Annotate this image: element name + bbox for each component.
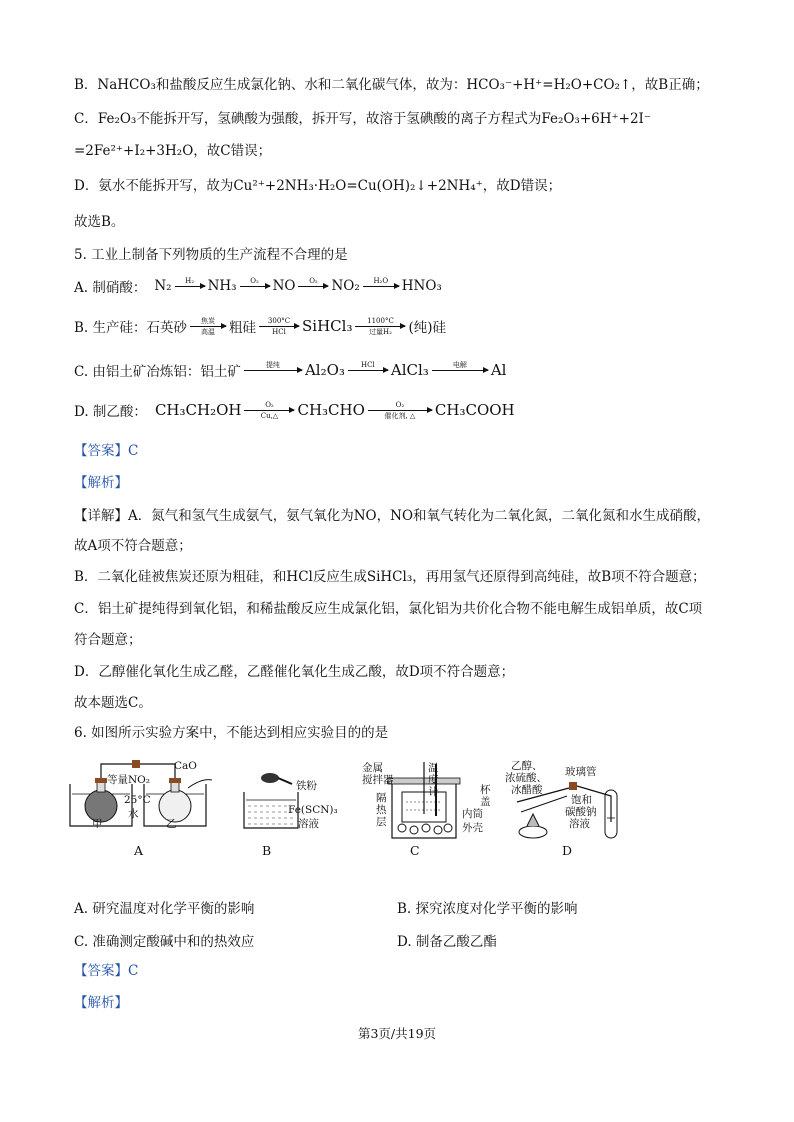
flow-species: AlCl₃ [390,361,429,379]
saturated-label-3: 溶液 [569,818,590,830]
saturated-label-2: 碳酸钠 [565,806,597,818]
figure-b [236,770,366,830]
flow-species: Al [490,361,507,379]
flow-species: HNO₃ [401,278,442,294]
explain-c-line2: =2Fe²⁺+I₂+3H₂O，故C错误； [74,143,272,159]
insulation-label-3: 层 [376,816,387,828]
reagent-label-1: 乙醇、 [511,760,543,772]
figure-c-label: C [410,843,420,858]
q6-option-c: C. 准确测定酸碱中和的热效应 [74,934,255,950]
q6-option-b: B. 探究浓度对化学平衡的影响 [397,901,578,917]
reaction-arrow: 电解 [432,361,488,380]
insulation-label-1: 隔 [376,792,387,804]
flask-yi-label: 乙 [166,818,177,830]
explain-d: D．氨水不能拆开写，故为Cu²⁺+2NH₃·H₂O=Cu(OH)₂↓+2NH₄⁺，故D错误； [74,178,562,194]
flow-species: NH₃ [207,278,237,294]
therm-label-3: 计 [428,786,439,798]
q5-answer: 【答案】C [74,443,139,459]
figure-d-label: D [562,843,573,858]
reaction-arrow: O₂ [240,277,270,296]
q5-detail-4: C．铝土矿提纯得到氧化铝，和稀盐酸反应生成氯化铝，氯化铝为共价化合物不能电解生成铝单质，故C项 [74,601,703,617]
reaction-arrow: H₂ [175,277,205,296]
q6-analysis-tag: 【解析】 [74,995,128,1011]
cao-label: CaO [174,760,197,772]
q5-analysis-tag: 【解析】 [74,475,128,491]
stirrer-label-2: 搅拌器 [362,774,394,786]
reaction-arrow: 300°C HCl [259,317,299,336]
q5-b-prefix: B. 生产硅：石英砂 [74,320,188,336]
reaction-arrow: O₂ [298,277,328,296]
q5-option-a [74,276,442,296]
flow-species: CH₃CH₂OH [154,401,242,419]
saturated-label-1: 饱和 [571,794,592,806]
reaction-arrow: 焦炭 高温 [190,317,226,336]
reaction-arrow: H₂O [363,277,399,296]
q5-a-prefix: A. 制硝酸： [74,280,147,296]
q5-stem: 5. 工业上制备下列物质的生产流程不合理的是 [74,247,348,263]
therm-label-2: 度 [428,774,439,786]
no2-label: 等量NO₂ [107,774,151,786]
figure-c [362,762,512,840]
flow-species: NO [272,278,296,294]
q5-option-c [74,360,506,380]
flask-jia-label: 甲 [92,818,103,830]
water-label: 水 [128,808,139,820]
reaction-arrow: 1100°C 过量H₂ [355,317,405,336]
q6-option-d: D. 制备乙酸乙酯 [397,934,497,950]
flow-species: (纯)硅 [408,320,447,336]
flow-species: SiHCl₃ [302,317,353,335]
solution-label: 溶液 [298,818,319,830]
q5-c-prefix: C. 由铝土矿冶炼铝：铝土矿 [74,364,241,380]
inner-label: 内筒 [462,808,483,820]
explain-conclusion: 故选B。 [74,214,125,230]
q5-detail-3: B．二氧化硅被焦炭还原为粗硅，和HCl反应生成SiHCl₃，再用氢气还原得到高纯硅，故B项不符合题意； [74,569,706,585]
lid-label-2: 盖 [480,796,491,808]
stirrer-label-1: 金属 [362,762,383,774]
temp-label: 25°C [124,794,151,806]
insulation-label-2: 热 [376,804,387,816]
outer-label: 外壳 [462,822,483,834]
lid-label-1: 杯 [480,784,491,796]
figure-d [505,760,645,840]
q6-stem: 6. 如图所示实验方案中，不能达到相应实验目的的是 [74,725,389,741]
solution-formula: Fe(SCN)₃ [288,804,338,816]
page-footer: 第3页/共19页 [357,1026,437,1041]
flow-species: NO₂ [331,278,360,294]
reagent-label-2: 浓硫酸、 [505,772,547,784]
q5-detail-7: 故本题选C。 [74,695,152,711]
q6-answer: 【答案】C [74,963,139,979]
flow-species: N₂ [154,278,172,294]
flow-species: 粗硅 [229,320,257,336]
reaction-arrow: O₂ Cu,△ [244,401,294,420]
reaction-arrow: HCl [348,361,388,380]
therm-label-1: 温 [428,762,439,774]
q5-option-d [74,400,515,420]
explain-c-line1: C．Fe₂O₃不能拆开写，氢碘酸为强酸，拆开写，故溶于氢碘酸的离子方程式为Fe₂O₃+6H⁺+2I⁻ [74,111,652,127]
figure-a [62,760,222,830]
figure-a-label: A [134,843,144,858]
figure-b-label: B [262,843,272,858]
q5-detail-1: 【详解】A．氮气和氢气生成氨气，氨气氧化为NO，NO和氧气转化为二氧化氮，二氧化氮和水生成硝酸， [74,508,711,524]
q5-option-b [74,316,446,336]
flow-species: Al₂O₃ [304,361,345,379]
q6-option-a: A. 研究温度对化学平衡的影响 [74,901,255,917]
q5-detail-6: D．乙醇催化氧化生成乙醛，乙醛催化氧化生成乙酸，故D项不符合题意； [74,664,515,680]
iron-label: 铁粉 [296,780,317,792]
q5-d-prefix: D. 制乙酸： [74,404,147,420]
reagent-label-3: 冰醋酸 [511,784,543,796]
glass-tube-label: 玻璃管 [565,766,597,778]
reaction-arrow: 提纯 [244,361,302,380]
reaction-arrow: O₂ 催化剂, △ [368,401,432,420]
explain-b: B．NaHCO₃和盐酸反应生成氯化钠、水和二氧化碳气体，故为：HCO₃⁻+H⁺=H₂O+CO₂↑，故B正确； [74,77,709,93]
q5-detail-2: 故A项不符合题意； [74,538,192,554]
flow-species: CH₃COOH [434,401,515,419]
flow-species: CH₃CHO [297,401,365,419]
q5-detail-5: 符合题意； [74,632,142,648]
